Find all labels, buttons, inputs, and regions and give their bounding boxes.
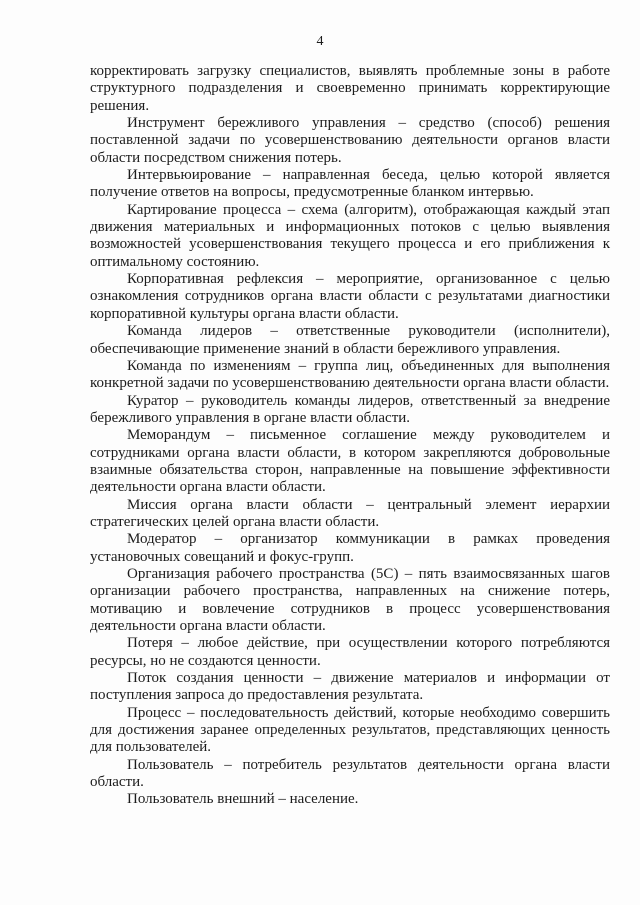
definition-corporate-reflection: Корпоративная рефлексия – мероприятие, организованное с целью ознакомления сотрудников органа власти области с результатами диагностики корпоративной культуры органа власти области. — [90, 271, 610, 322]
definition-user: Пользователь – потребитель результатов деятельности органа власти области. — [90, 756, 610, 791]
definition-interviewing: Интервьюирование – направленная беседа, целью которой является получение ответов на вопросы, предусмотренные бланком интервью. — [90, 167, 610, 201]
definition-process-mapping: Картирование процесса – схема (алгоритм), отображающая каждый этап движения материальных и информационных потоков с целью выявления возможностей усовершенствования текущего процесса и его приближения к оптимальному состоянию. — [90, 201, 610, 270]
definition-external-user: Пользователь внешний – население. — [127, 791, 359, 808]
definition-workspace-5s: Организация рабочего пространства (5С) – пять взаимосвязанных шагов организации рабочего пространства, направленных на снижение потерь, мотивацию и вовлечение сотрудников в процесс усовершенствования деятельности органа власти области. — [90, 565, 610, 634]
definition-value-stream: Поток создания ценности – движение материалов и информации от поступления запроса до предоставления результата. — [90, 670, 610, 704]
document-body — [90, 63, 610, 809]
definition-curator: Куратор – руководитель команды лидеров, ответственный за внедрение бережливого управления в органе власти области. — [90, 392, 610, 426]
paragraph-continuation: корректировать загрузку специалистов, выявлять проблемные зоны в работе структурного подразделения и своевременно принимать корректирующие решения. — [90, 63, 610, 114]
definition-loss: Потеря – любое действие, при осуществлении которого потребляются ресурсы, но не создаются ценности. — [90, 635, 610, 669]
page-number: 4 — [316, 34, 324, 49]
definition-change-team: Команда по изменениям – группа лиц, объединенных для выполнения конкретной задачи по усовершенствованию деятельности органа власти области. — [90, 357, 610, 392]
definition-mission: Миссия органа власти области – центральный элемент иерархии стратегических целей органа власти области. — [90, 496, 610, 530]
definition-lean-tool: Инструмент бережливого управления – средство (способ) решения поставленной задачи по усовершенствованию деятельности органов власти области посредством снижения потерь. — [90, 115, 610, 166]
definition-moderator: Модератор – организатор коммуникации в рамках проведения установочных совещаний и фокус-групп. — [90, 531, 610, 565]
definition-memorandum: Меморандум – письменное соглашение между руководителем и сотрудниками органа власти области, в котором закрепляются добровольные взаимные обязательства сторон, направленные на повышение эффективности деятельности органа власти области. — [90, 427, 610, 496]
definition-process: Процесс – последовательность действий, которые необходимо совершить для достижения заранее определенных результатов, представляющих ценность для пользователей. — [90, 704, 610, 756]
definition-leaders-team: Команда лидеров – ответственные руководители (исполнители), обеспечивающие применение знаний в области бережливого управления. — [90, 323, 610, 357]
